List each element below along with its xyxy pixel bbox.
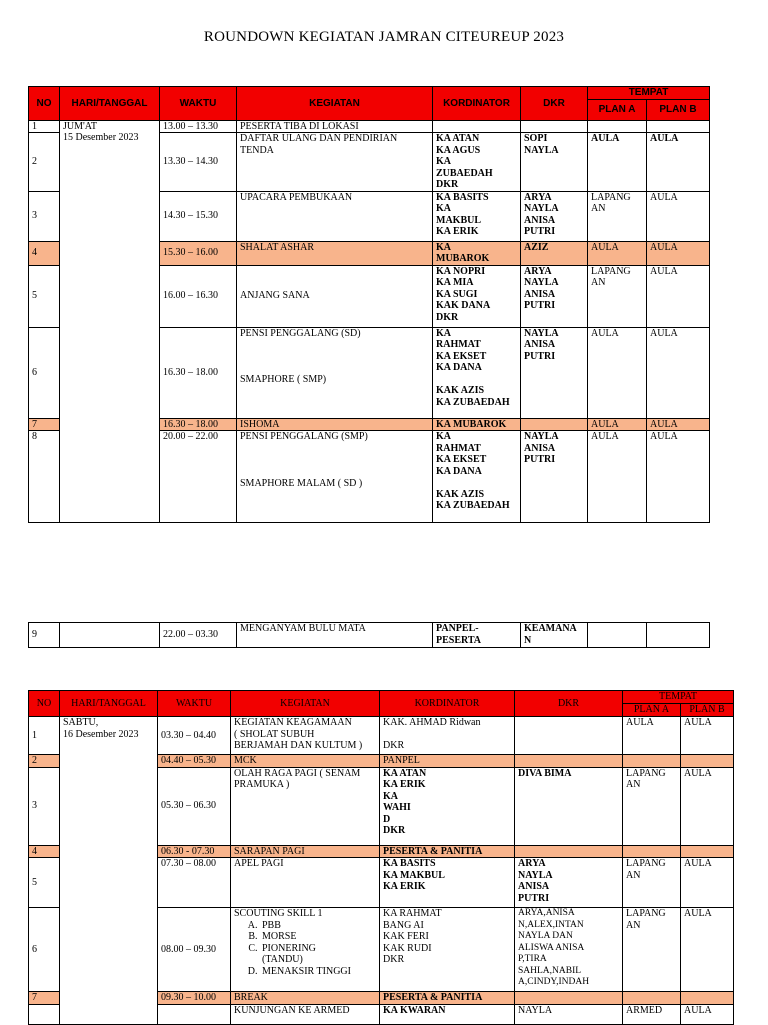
row-plan-b: AULA xyxy=(647,241,710,265)
list-item: D. MENAKSIR TINGGI xyxy=(260,966,376,978)
row-plan-b: AULA xyxy=(647,265,710,327)
header-dkr: DKR xyxy=(515,691,623,717)
row-kegiatan: ANJANG SANA xyxy=(237,265,433,327)
row-dkr: DIVA BIMA xyxy=(515,767,623,845)
row-plan-a: LAPANG AN xyxy=(623,858,681,908)
row-plan-a xyxy=(623,755,681,768)
scouting-skill-list xyxy=(234,920,376,978)
row-kegiatan-smp: PENSI PENGGALANG (SMP) xyxy=(240,431,368,442)
row-kordinator: KA RAHMAT KA EKSET KA DANA KAK AZIS KA ZUBAEDAH xyxy=(433,431,521,523)
row-dkr: ARYA NAYLA ANISA PUTRI xyxy=(515,858,623,908)
row-kordinator: KA RAHMAT BANG AI KAK FERI KAK RUDI DKR xyxy=(380,908,515,992)
row-waktu: 16.30 – 18.00 xyxy=(160,418,237,431)
row-no: 8 xyxy=(29,431,60,523)
header-kegiatan: KEGIATAN xyxy=(237,87,433,121)
row-no: 4 xyxy=(29,241,60,265)
table-row xyxy=(29,120,710,133)
row-plan-b: AULA xyxy=(681,858,734,908)
row-dkr xyxy=(515,845,623,858)
row-no: 7 xyxy=(29,992,60,1005)
list-item: C. PIONERING (TANDU) xyxy=(260,943,376,966)
row-plan-a: ARMED xyxy=(623,1004,681,1024)
row-plan-b: AULA xyxy=(681,717,734,755)
row-kordinator: KA ATAN KA ERIK KA WAHI D DKR xyxy=(380,767,515,845)
row-plan-a: LAPANG AN xyxy=(623,908,681,992)
row-waktu: 15.30 – 16.00 xyxy=(160,241,237,265)
row-kordinator: KA RAHMAT KA EKSET KA DANA KAK AZIS KA ZUBAEDAH xyxy=(433,327,521,418)
row-kegiatan xyxy=(237,327,433,418)
row-plan-a xyxy=(588,623,647,648)
row-dkr xyxy=(521,120,588,133)
row-dkr: NAYLA ANISA PUTRI xyxy=(521,431,588,523)
row-kegiatan: ISHOMA xyxy=(237,418,433,431)
schedule-table-night xyxy=(28,622,710,648)
row-plan-b: AULA xyxy=(681,1004,734,1024)
row-kordinator: PESERTA & PANITIA xyxy=(380,992,515,1005)
row-dkr: KEAMANA N xyxy=(521,623,588,648)
row-dkr xyxy=(515,717,623,755)
table-row xyxy=(29,717,734,755)
row-kegiatan: DAFTAR ULANG DAN PENDIRIAN TENDA xyxy=(237,133,433,192)
row-no: 2 xyxy=(29,133,60,192)
row-kegiatan xyxy=(237,431,433,523)
row-waktu: 22.00 – 03.30 xyxy=(160,623,237,648)
row-plan-a: LAPANG AN xyxy=(588,191,647,241)
row-waktu: 09.30 – 10.00 xyxy=(158,992,231,1005)
row-waktu: 07.30 – 08.00 xyxy=(158,858,231,908)
header-plan-a: PLAN A xyxy=(588,99,647,120)
table-row xyxy=(29,623,710,648)
row-dkr: NAYLA xyxy=(515,1004,623,1024)
row-no xyxy=(29,1004,60,1024)
row-dkr: ARYA,ANISA N,ALEX,INTAN NAYLA DAN ALISWA ANISA P,TIRA SAHLA,NABIL A,CINDY,INDAH xyxy=(515,908,623,992)
header-hari: HARI/TANGGAL xyxy=(60,691,158,717)
row-dkr xyxy=(521,418,588,431)
header-kordinator: KORDINATOR xyxy=(380,691,515,717)
header-plan-b: PLAN B xyxy=(681,704,734,717)
row-kordinator: KA ATAN KA AGUS KA ZUBAEDAH DKR xyxy=(433,133,521,192)
row-plan-a: LAPANG AN xyxy=(623,767,681,845)
row-waktu: 04.40 – 05.30 xyxy=(158,755,231,768)
row-plan-b xyxy=(647,623,710,648)
header-tempat: TEMPAT xyxy=(588,87,710,100)
header-waktu: WAKTU xyxy=(160,87,237,121)
list-item: A. PBB xyxy=(260,920,376,932)
row-no: 6 xyxy=(29,327,60,418)
row-kegiatan: BREAK xyxy=(231,992,380,1005)
row-kordinator xyxy=(433,120,521,133)
row-no: 2 xyxy=(29,755,60,768)
row-kegiatan: UPACARA PEMBUKAAN xyxy=(237,191,433,241)
row-kegiatan: MENGANYAM BULU MATA xyxy=(237,623,433,648)
row-plan-a: AULA xyxy=(588,241,647,265)
row-kordinator: PANPEL xyxy=(380,755,515,768)
row-kegiatan-sd: PENSI PENGGALANG (SD) xyxy=(240,327,361,339)
header-dkr: DKR xyxy=(521,87,588,121)
row-dkr xyxy=(515,755,623,768)
row-waktu: 06.30 - 07.30 xyxy=(158,845,231,858)
row-waktu xyxy=(158,1004,231,1024)
row-waktu: 16.30 – 18.00 xyxy=(160,327,237,418)
row-plan-b: AULA xyxy=(647,191,710,241)
row-plan-a: AULA xyxy=(588,431,647,523)
row-waktu: 03.30 – 04.40 xyxy=(158,717,231,755)
list-item: B. MORSE xyxy=(260,931,376,943)
row-kegiatan: OLAH RAGA PAGI ( SENAM PRAMUKA ) xyxy=(231,767,380,845)
row-dkr: AZIZ xyxy=(521,241,588,265)
header-plan-a: PLAN A xyxy=(623,704,681,717)
row-waktu: 05.30 – 06.30 xyxy=(158,767,231,845)
row-plan-b: AULA xyxy=(647,133,710,192)
row-plan-a: AULA xyxy=(588,327,647,418)
header-hari: HARI/TANGGAL xyxy=(60,87,160,121)
page-title: ROUNDOWN KEGIATAN JAMRAN CITEUREUP 2023 xyxy=(203,29,565,45)
row-no: 5 xyxy=(29,858,60,908)
row-kegiatan: APEL PAGI xyxy=(231,858,380,908)
row-kordinator: KA BASITS KA MAKBUL KA ERIK xyxy=(380,858,515,908)
row-dkr: SOPI NAYLA xyxy=(521,133,588,192)
row-kegiatan: MCK xyxy=(231,755,380,768)
row-waktu: 20.00 – 22.00 xyxy=(160,431,237,523)
row-kegiatan-sd: SMAPHORE MALAM ( SD ) xyxy=(240,477,363,489)
row-day xyxy=(60,623,160,648)
row-kordinator: KAK. AHMAD Ridwan DKR xyxy=(380,717,515,755)
row-no: 4 xyxy=(29,845,60,858)
row-plan-b xyxy=(647,120,710,133)
row-plan-b: AULA xyxy=(647,431,710,523)
row-plan-a xyxy=(623,992,681,1005)
row-plan-a: AULA xyxy=(623,717,681,755)
header-tempat: TEMPAT xyxy=(623,691,734,704)
row-dkr: NAYLA ANISA PUTRI xyxy=(521,327,588,418)
row-dkr: ARYA NAYLA ANISA PUTRI xyxy=(521,191,588,241)
row-kordinator: KA MUBAROK xyxy=(433,418,521,431)
row-no: 1 xyxy=(29,120,60,133)
row-no: 9 xyxy=(29,623,60,648)
row-no: 3 xyxy=(29,191,60,241)
header-no: NO xyxy=(29,691,60,717)
row-waktu: 08.00 – 09.30 xyxy=(158,908,231,992)
row-kegiatan xyxy=(231,908,380,992)
row-dkr: ARYA NAYLA ANISA PUTRI xyxy=(521,265,588,327)
row-plan-b: AULA xyxy=(681,767,734,845)
row-no: 1 xyxy=(29,717,60,755)
row-plan-a: LAPANG AN xyxy=(588,265,647,327)
row-kegiatan: PESERTA TIBA DI LOKASI xyxy=(237,120,433,133)
row-no: 3 xyxy=(29,767,60,845)
row-no: 5 xyxy=(29,265,60,327)
row-plan-a: AULA xyxy=(588,418,647,431)
row-kegiatan: SHALAT ASHAR xyxy=(237,241,433,265)
row-plan-a xyxy=(623,845,681,858)
row-plan-b: AULA xyxy=(681,908,734,992)
row-plan-b: AULA xyxy=(647,327,710,418)
row-waktu: 16.00 – 16.30 xyxy=(160,265,237,327)
row-kordinator: PESERTA & PANITIA xyxy=(380,845,515,858)
row-kordinator: KA NOPRI KA MIA KA SUGI KAK DANA DKR xyxy=(433,265,521,327)
row-kordinator: KA KWARAN xyxy=(380,1004,515,1024)
row-no: 6 xyxy=(29,908,60,992)
header-plan-b: PLAN B xyxy=(647,99,710,120)
row-kegiatan: SARAPAN PAGI xyxy=(231,845,380,858)
header-kegiatan: KEGIATAN xyxy=(231,691,380,717)
row-kordinator: KA BASITS KA MAKBUL KA ERIK xyxy=(433,191,521,241)
row-waktu: 14.30 – 15.30 xyxy=(160,191,237,241)
header-no: NO xyxy=(29,87,60,121)
header-waktu: WAKTU xyxy=(158,691,231,717)
row-no: 7 xyxy=(29,418,60,431)
row-plan-b: AULA xyxy=(647,418,710,431)
row-day: SABTU, 16 Desember 2023 xyxy=(60,717,158,1025)
row-kegiatan: KUNJUNGAN KE ARMED xyxy=(231,1004,380,1024)
row-dkr xyxy=(515,992,623,1005)
schedule-table-saturday xyxy=(28,690,734,1025)
row-kordinator: KA MUBAROK xyxy=(433,241,521,265)
row-plan-b xyxy=(681,992,734,1005)
row-waktu: 13.30 – 14.30 xyxy=(160,133,237,192)
schedule-table-friday xyxy=(28,86,710,523)
row-kegiatan: KEGIATAN KEAGAMAAN ( SHOLAT SUBUH BERJAMAH DAN KULTUM ) xyxy=(231,717,380,755)
row-kordinator: PANPEL- PESERTA xyxy=(433,623,521,648)
scouting-skill-title: SCOUTING SKILL 1 xyxy=(234,908,323,919)
row-day: JUM'AT 15 Desember 2023 xyxy=(60,120,160,523)
row-waktu: 13.00 – 13.30 xyxy=(160,120,237,133)
row-kegiatan-smp: SMAPHORE ( SMP) xyxy=(240,374,327,385)
row-plan-a: AULA xyxy=(588,133,647,192)
header-kordinator: KORDINATOR xyxy=(433,87,521,121)
row-plan-b xyxy=(681,755,734,768)
row-plan-b xyxy=(681,845,734,858)
row-plan-a xyxy=(588,120,647,133)
